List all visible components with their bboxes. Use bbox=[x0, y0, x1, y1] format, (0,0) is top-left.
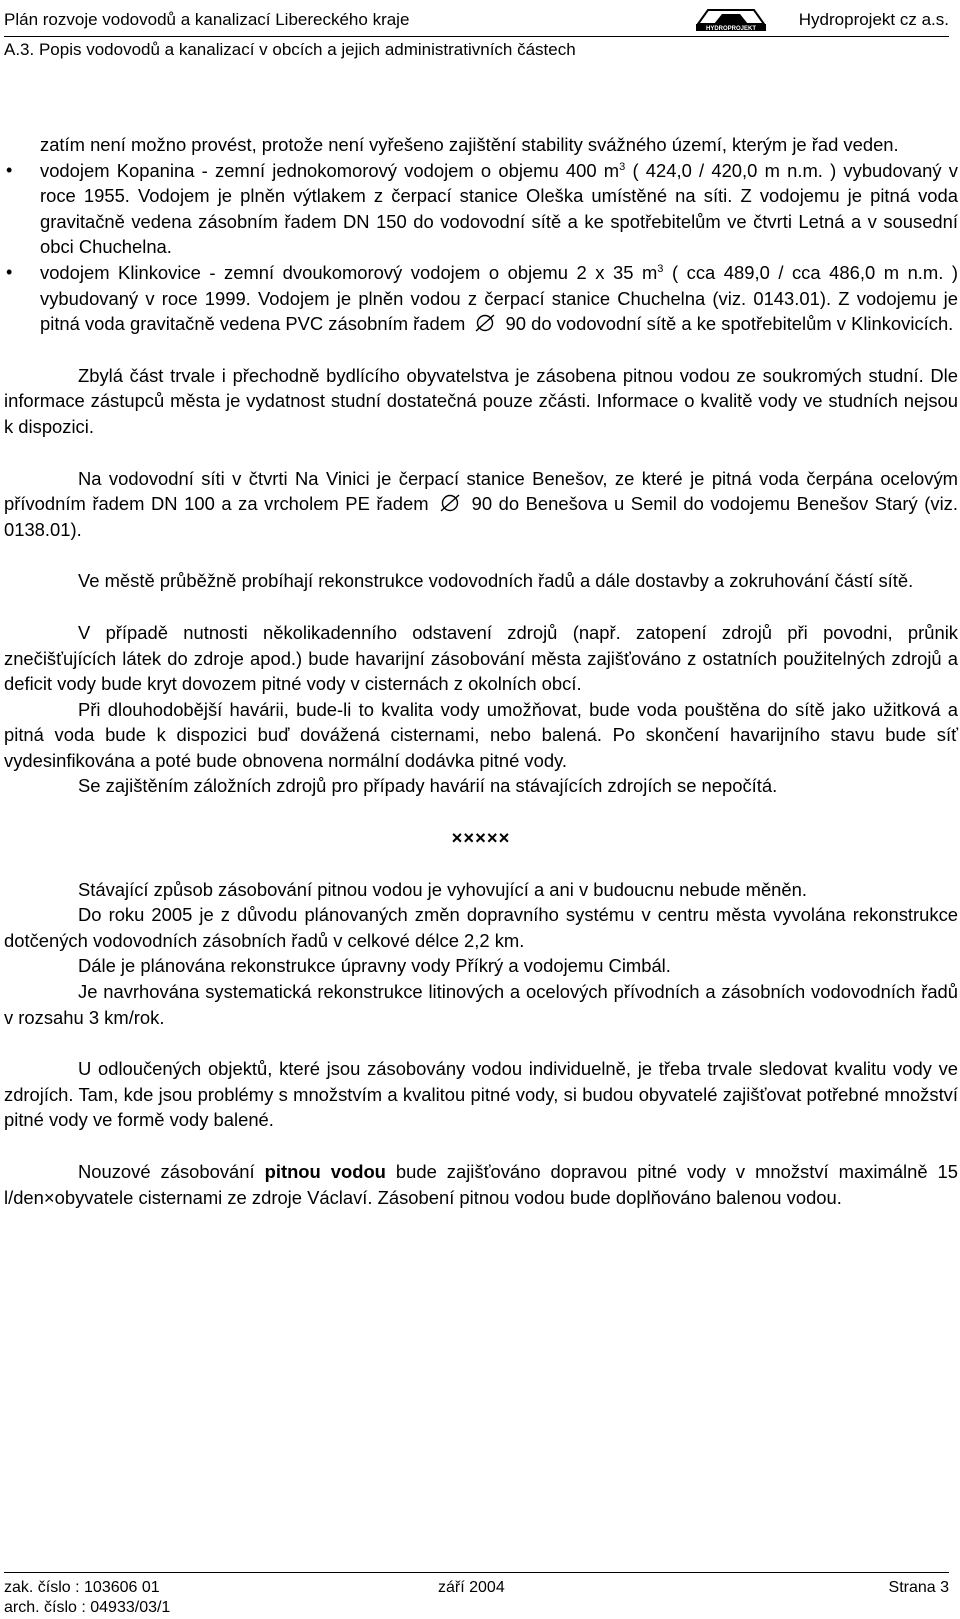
paragraph-systematic-reconstruction: Je navrhována systematická rekonstrukce litinových a ocelových přívodních a zásobních vodovodních řadů v rozsahu 3 km/rok. bbox=[4, 981, 958, 1028]
section-title: A.3. Popis vodovodů a kanalizací v obcích a jejich administrativních částech bbox=[4, 40, 576, 59]
paragraph-continuation: zatím není možno provést, protože není vyřešeno zajištění stability svážného území, kterým je řad veden. bbox=[40, 134, 899, 155]
paragraph-2005: Do roku 2005 je z důvodu plánovaných změn dopravního systému v centru města vyvolána rekonstrukce dotčených vodovodních zásobních řadů v celkové délce 2,2 km. bbox=[4, 904, 958, 951]
hydroprojekt-logo bbox=[694, 6, 768, 32]
paragraph-benesov: Na vodovodní síti v čtvrti Na Vinici je čerpací stanice Benešov, ze které je pitná voda čerpána ocelovým přívodním řadem DN 100 a za vrcholem PE řadem 90 do Benešova u Semil do vodojemu Benešov Starý (viz. 0138.01). bbox=[4, 467, 958, 540]
page-number: Strana 3 bbox=[888, 1579, 949, 1596]
document-title: Plán rozvoje vodovodů a kanalizací Libereckého kraje bbox=[4, 10, 410, 29]
paragraph-wells: Zbylá část trvale i přechodně bydlícího obyvatelstva je zásobena pitnou vodou ze soukromých studní. Dle informace zástupců města je vydatnost studní dostatečná pouze zčásti. Informace o kvalitě vody ve studních nejsou k dispozici. bbox=[4, 364, 958, 437]
paragraph-backup-sources: Se zajištěním záložních zdrojů pro případy havárií na stávajících zdrojích se nepočítá. bbox=[78, 775, 778, 797]
paragraph-emergency-supply: Nouzové zásobování pitnou vodou bude zajišťováno dopravou pitné vody v množství maximálně 15 l/den×obyvatele cisternami ze zdroje Václaví. Zásobení pitnou vodou bude doplňováno balenou vodou. bbox=[4, 1161, 958, 1208]
archive-number: arch. číslo : 04933/03/1 bbox=[4, 1599, 171, 1616]
paragraph-reconstruction: Ve městě průběžně probíhají rekonstrukce vodovodních řadů a dále dostavby a zokruhování částí sítě. bbox=[78, 570, 914, 592]
diameter-icon bbox=[474, 314, 496, 332]
page-footer bbox=[4, 1572, 949, 1619]
section-separator: ××××× bbox=[451, 827, 511, 849]
document-date: září 2004 bbox=[438, 1579, 505, 1596]
page-header bbox=[4, 6, 949, 59]
paragraph-long-term-failure: Při dlouhodobější havárii, bude-li to kvalita vody umožňovat, bude voda pouštěna do sítě jako užitková a pitná voda bude k dispozici buď dovážená cisternami, nebo balená. Po skončení havarijního stavu bude síť vydesinfikována a poté bude obnovena normální dodávka pitné vody. bbox=[4, 698, 958, 771]
header-rule bbox=[4, 36, 949, 37]
diameter-icon bbox=[439, 494, 461, 512]
document-body bbox=[4, 132, 958, 1210]
paragraph-isolated-objects: U odloučených objektů, které jsou zásobovány vodou individuelně, je třeba trvale sledovat kvalitu vody ve zdrojích. Tam, kde jsou problémy s množstvím a kvalitou pitné vody, si budou obyvatelé zajišťovat potřebné množství pitné vody ve formě vody balené. bbox=[4, 1058, 958, 1131]
footer-rule bbox=[4, 1572, 949, 1573]
paragraph-emergency: V případě nutnosti několikadenního odstavení zdrojů (např. zatopení zdrojů při povodni, průnik znečišťujících látek do zdroje apod.) bude havarijní zásobování města zajišťováno z ostatních použitelných zdrojů a deficit vody bude kryt dovozem pitné vody v cisternách z okolních obcí. bbox=[4, 621, 958, 695]
bullet-item-kopanina: • vodojem Kopanina - zemní jednokomorový vodojem o objemu 400 $m^3$ ( 424,0 / 420,0 m n.m. ) vybudovaný v roce 1955. Vodojem je plněn výtlakem z čerpací stanice Oleška umístěné na síti. Z vodojemu je pitná voda gravitačně vedena zásobním řadem DN 150 do vodovodní sítě a ke spotřebitelům ve čtvrti Letná a v sousední obci Chuchelna. bbox=[6, 159, 958, 258]
bullet-item-klinkovice: • vodojem Klinkovice - zemní dvoukomorový vodojem o objemu 2 x 35 $m^3$ ( cca 489,0 / cca 486,0 m n.m. ) vybudovaný v roce 1999. Vodojem je plněn vodou z čerpací stanice Chuchelna (viz. 0143.01). Z vodojemu je pitná voda gravitačně vedena PVC zásobním řadem 90 do vodovodní sítě a ke spotřebitelům v Klinkovicích. bbox=[6, 261, 958, 335]
contract-number: zak. číslo : 103606 01 bbox=[4, 1579, 160, 1596]
svg-text:HYDROPROJEKT: HYDROPROJEKT bbox=[705, 26, 757, 32]
bullet-icon: • bbox=[6, 261, 13, 282]
paragraph-current-supply: Stávající způsob zásobování pitnou vodou je vyhovující a ani v budoucnu nebude měněn. bbox=[78, 878, 807, 900]
paragraph-treatment-plant: Dále je plánována rekonstrukce úpravny vody Příkrý a vodojemu Cimbál. bbox=[78, 955, 671, 977]
company-name: Hydroprojekt cz a.s. bbox=[798, 10, 949, 29]
bullet-icon: • bbox=[6, 159, 13, 180]
